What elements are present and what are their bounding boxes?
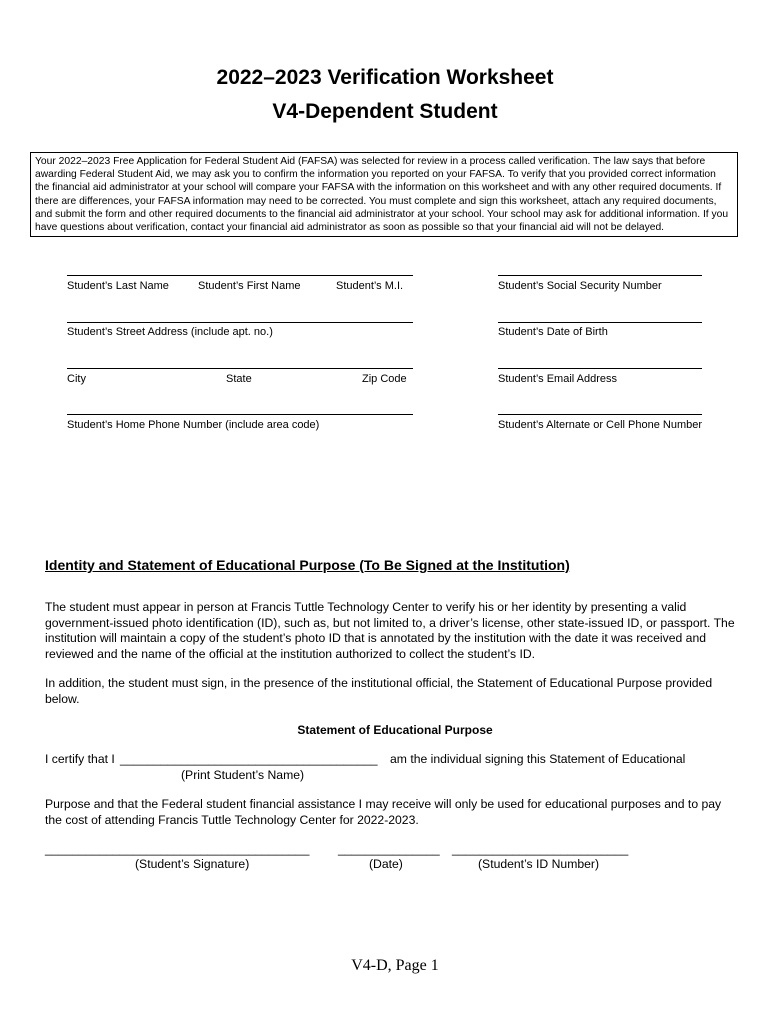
signature-instruction: In addition, the student must sign, in the presence of the institutional official, the Statement of Educational Purpose provided below. [45, 676, 713, 706]
page-subtitle: V4-Dependent Student [272, 100, 498, 123]
ssn-label: Student’s Social Security Number [498, 280, 662, 292]
home-phone-line[interactable] [67, 414, 413, 415]
statement-heading: Statement of Educational Purpose [297, 723, 493, 737]
page-footer: V4-D, Page 1 [351, 957, 439, 974]
name-line[interactable] [67, 275, 413, 276]
certify-prefix: I certify that I [45, 752, 115, 766]
date-label: (Date) [369, 857, 403, 871]
email-label: Student’s Email Address [498, 373, 618, 385]
zip-label: Zip Code [362, 373, 407, 385]
ssn-line[interactable] [498, 275, 702, 276]
dob-label: Student’s Date of Birth [498, 326, 608, 338]
dob-line[interactable] [498, 322, 702, 323]
identity-paragraph: The student must appear in person at Francis Tuttle Technology Center to verify his or her identity by presenting a valid government-issued photo identification (ID), such as, but not limited to, a driver’s license, other state-issued ID, or passport. The institution will maintain a copy of the student’s photo ID that is annotated by the institution with the date it was received and reviewed and the name of the official at the institution authorized to collect the student’s ID. [45, 600, 735, 661]
signature-label: (Student’s Signature) [135, 857, 250, 871]
first-name-label: Student’s First Name [198, 280, 301, 292]
signature-blank[interactable]: _______________________________________ [45, 842, 310, 856]
id-number-blank[interactable]: __________________________ [452, 842, 629, 856]
address-line[interactable] [67, 322, 413, 323]
print-name-label: (Print Student’s Name) [181, 768, 305, 782]
print-name-blank[interactable]: ______________________________________ [120, 752, 378, 766]
email-line[interactable] [498, 368, 702, 369]
home-phone-label: Student’s Home Phone Number (include area code) [67, 419, 320, 431]
state-label: State [226, 373, 252, 385]
address-label: Student’s Street Address (include apt. no.) [67, 326, 273, 338]
city-state-zip-line[interactable] [67, 368, 413, 369]
intro-box: Your 2022–2023 Free Application for Federal Student Aid (FAFSA) was selected for review in a process called verification. The law says that before awarding Federal Student Aid, we may ask you to confirm the information you reported on your FAFSA. To verify that you provided correct information the financial aid administrator at your school will compare your FAFSA with the information on this worksheet and with any other required documents. If there are differences, your FAFSA information may need to be corrected. You must complete and sign this worksheet, attach any required documents, and submit the form and other required documents to the financial aid administrator at your school. Your school may ask for additional information. If you have questions about verification, contact your financial aid administrator as soon as possible so that your financial aid will not be delayed. [30, 152, 738, 237]
cell-phone-label: Student’s Alternate or Cell Phone Number [498, 419, 703, 431]
purpose-paragraph: Purpose and that the Federal student financial assistance I may receive will only be used for educational purposes and to pay the cost of attending Francis Tuttle Technology Center for 2022-2023. [45, 797, 722, 827]
page-title: 2022–2023 Verification Worksheet [216, 66, 554, 89]
id-number-label: (Student’s ID Number) [478, 857, 600, 871]
date-blank[interactable]: _______________ [338, 842, 440, 856]
last-name-label: Student’s Last Name [67, 280, 169, 292]
mi-label: Student’s M.I. [336, 280, 404, 292]
cell-phone-line[interactable] [498, 414, 702, 415]
identity-heading: Identity and Statement of Educational Purpose (To Be Signed at the Institution) [45, 557, 570, 573]
city-label: City [67, 373, 86, 385]
certify-suffix: am the individual signing this Statement of Educational [390, 752, 686, 766]
